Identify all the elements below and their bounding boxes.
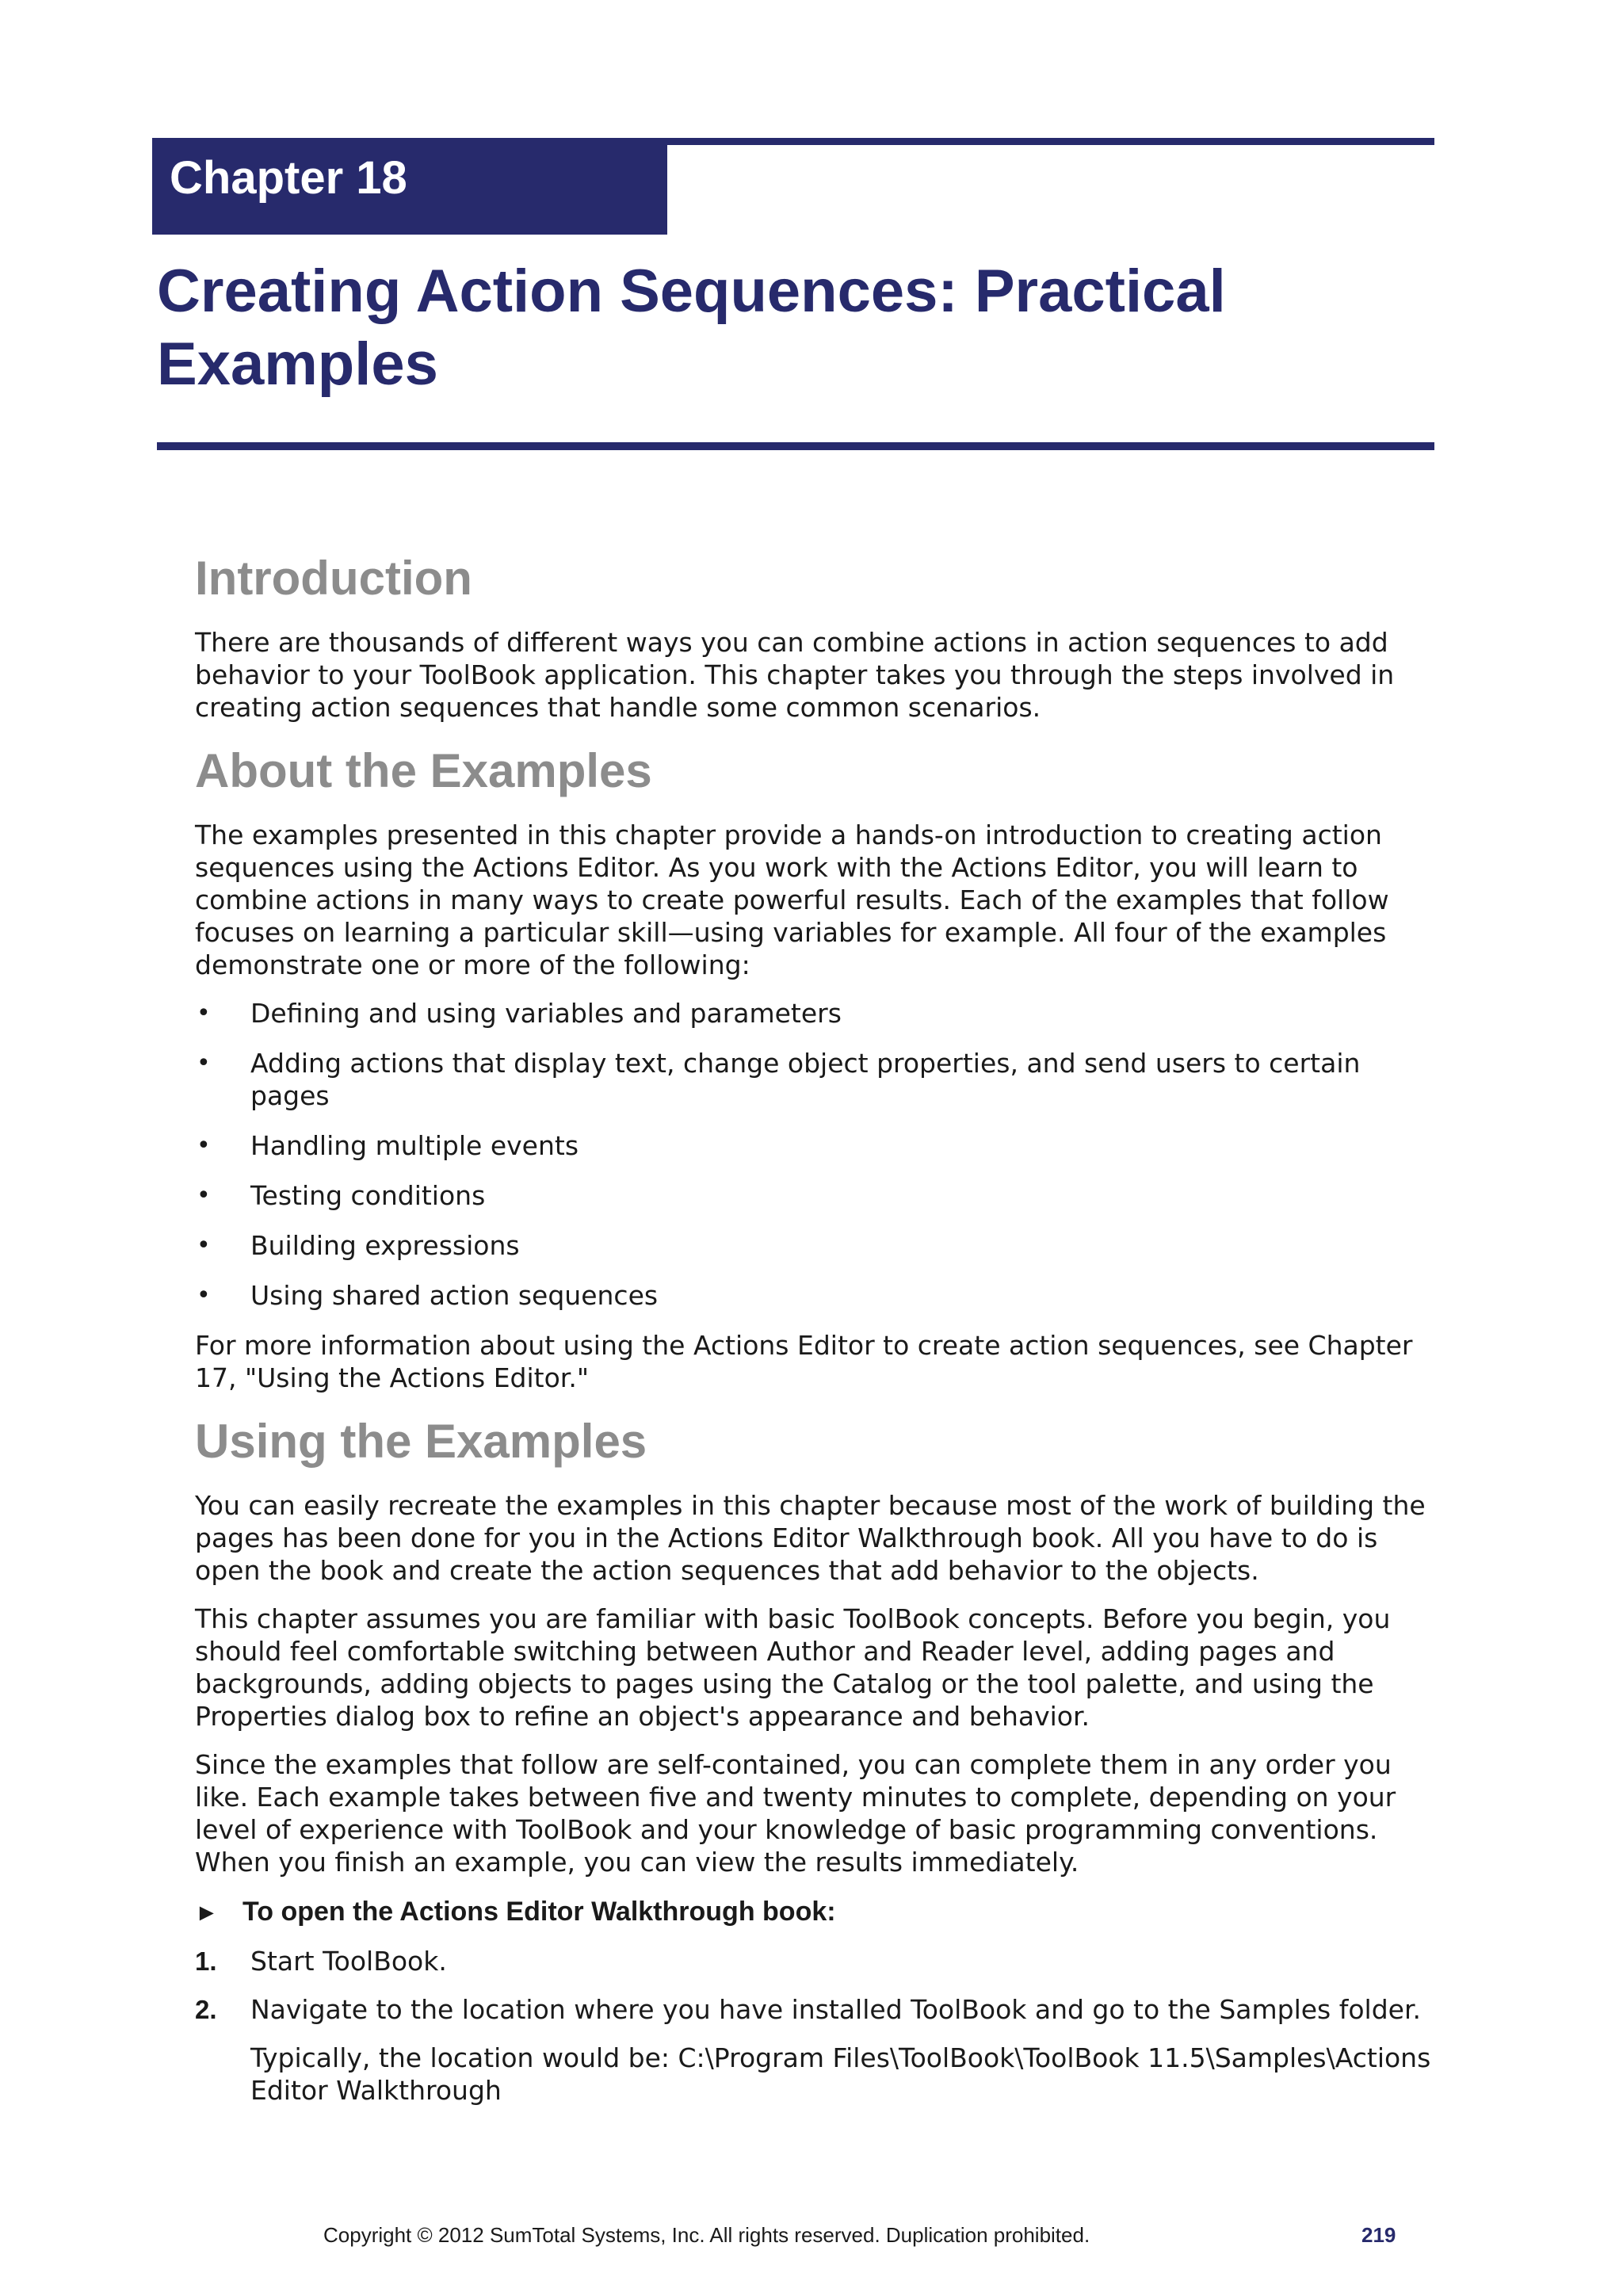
page-title: Creating Action Sequences: Practical Examples	[157, 258, 1226, 398]
triangle-right-icon: ►	[195, 1900, 219, 1926]
page-number: 219	[1361, 2223, 1396, 2247]
step-item	[195, 1945, 1431, 1977]
procedure-heading: ► To open the Actions Editor Walkthrough book:	[195, 1894, 1431, 1931]
bullet-icon: •	[197, 1182, 211, 1209]
header-rule-top	[667, 138, 1434, 145]
list-item: • Testing conditions	[197, 1180, 486, 1211]
step-number: 2.	[195, 1995, 217, 2024]
about-paragraph: The examples presented in this chapter provide a hands-on introduction to creating action sequences using the Actions Editor. As you work with the Actions Editor, you will learn to combine actions in many ways to create powerful results. Each of the examples that follow focuses on learning a particular skill—using variables for example. All four of the examples demonstrate one or more of the following:	[195, 819, 1389, 980]
bullet-icon: •	[197, 1049, 211, 1077]
procedure-steps	[195, 1945, 1431, 2107]
list-item: • Building expressions	[197, 1230, 520, 1261]
step-subtext: Typically, the location would be: C:\Program Files\ToolBook\ToolBook 11.5\Samples\Actions Editor Walkthrough	[250, 2042, 1431, 2106]
using-paragraph-2: This chapter assumes you are familiar with basic ToolBook concepts. Before you begin, you should feel comfortable switching between Author and Reader level, adding pages and backgrounds, adding objects to pages using the Catalog or the tool palette, and using the Properties dialog box to refine an object's appearance and behavior.	[195, 1603, 1391, 1732]
bullet-icon: •	[197, 1282, 211, 1309]
bullet-icon: •	[197, 1232, 211, 1259]
using-paragraph-3: Since the examples that follow are self-contained, you can complete them in any order you like. Each example takes between five and twenty minutes to complete, depending on your level of experience with ToolBook and your knowledge of basic programming conventions. When you finish an example, you can view the results immediately.	[195, 1749, 1396, 1878]
main-content	[195, 547, 1431, 2122]
list-item: • Adding actions that display text, change object properties, and send users to certain pages	[197, 1048, 1361, 1111]
bullet-icon: •	[197, 1132, 211, 1159]
more-info-paragraph: For more information about using the Actions Editor to create action sequences, see Chapter 17, "Using the Actions Editor."	[195, 1330, 1413, 1393]
intro-paragraph: There are thousands of different ways you can combine actions in action sequences to add behavior to your ToolBook application. This chapter takes you through the steps involved in creating action sequences that handle some common scenarios.	[195, 627, 1395, 723]
bullet-icon: •	[197, 999, 211, 1027]
header-rule-bottom	[157, 442, 1434, 450]
step-text: Navigate to the location where you have installed ToolBook and go to the Samples folder.	[250, 1994, 1421, 2025]
about-bullet-list	[195, 997, 1431, 1312]
step-item	[195, 1993, 1431, 2107]
list-item: • Defining and using variables and parameters	[197, 998, 842, 1029]
footer-copyright: Copyright © 2012 SumTotal Systems, Inc. All rights reserved. Duplication prohibited.	[323, 2223, 1090, 2247]
step-number: 1.	[195, 1946, 217, 1976]
list-item: • Handling multiple events	[197, 1130, 579, 1161]
section-heading-using: Using the Examples	[195, 1415, 647, 1468]
section-heading-about: About the Examples	[195, 744, 652, 797]
section-heading-introduction: Introduction	[195, 552, 472, 605]
using-paragraph-1: You can easily recreate the examples in this chapter because most of the work of building the pages has been done for you in the Actions Editor Walkthrough book. All you have to do is open the book and create the action sequences that add behavior to the objects.	[195, 1490, 1426, 1586]
list-item: • Using shared action sequences	[197, 1280, 659, 1311]
step-text: Start ToolBook.	[250, 1946, 447, 1977]
chapter-label: Chapter 18	[170, 152, 407, 204]
chapter-banner	[152, 138, 667, 235]
